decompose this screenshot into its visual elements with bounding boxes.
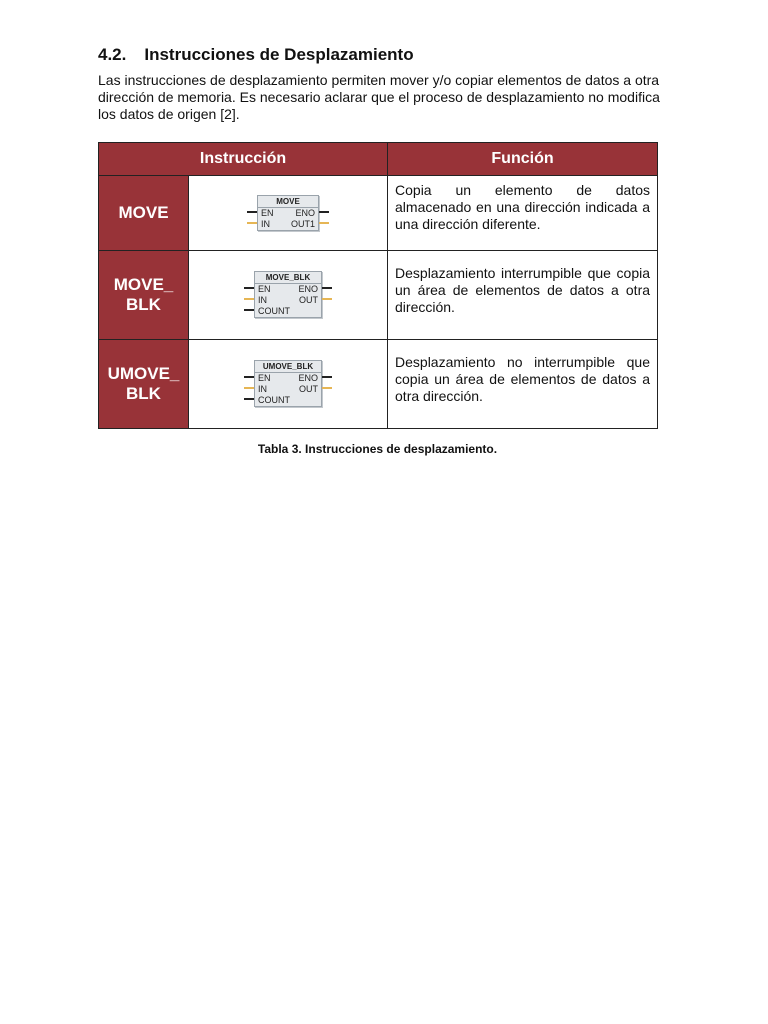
pin-label: EN — [261, 207, 274, 218]
pin-out-wire — [322, 298, 332, 300]
pin-label: ENO — [298, 373, 318, 383]
pin-in-wire — [244, 298, 254, 300]
header-function: Función — [388, 143, 658, 176]
pin-in-wire — [247, 222, 257, 224]
pin-label: OUT1 — [290, 218, 315, 229]
table-header-row — [99, 143, 658, 176]
section-heading — [98, 44, 414, 66]
instruction-function: Desplazamiento no interrumpible que copia un área de elementos de datos a otra dirección. — [388, 340, 658, 429]
pin-label: COUNT — [258, 306, 290, 316]
pin-eno-wire — [322, 376, 332, 378]
table-row — [99, 340, 658, 429]
pin-count-wire — [244, 398, 254, 400]
instruction-block-cell — [189, 251, 388, 340]
pin-label: EN — [258, 373, 271, 383]
move-block-diagram — [257, 195, 319, 231]
pin-count-wire — [244, 309, 254, 311]
instruction-function: Copia un elemento de datos almacenado en una dirección indicada a una dirección diferente. — [388, 176, 658, 251]
table-caption: Tabla 3. Instrucciones de desplazamiento. — [257, 442, 498, 456]
pin-label: ENO — [295, 207, 315, 218]
instruction-name: UMOVE_ BLK — [99, 340, 189, 429]
pin-label: EN — [258, 284, 271, 294]
pin-in-wire — [244, 387, 254, 389]
section-number: 4.2. — [98, 45, 127, 64]
instruction-function: Desplazamiento interrumpible que copia un área de elementos de datos a otra dirección. — [388, 251, 658, 340]
pin-out-wire — [322, 387, 332, 389]
pin-en-wire — [244, 287, 254, 289]
instruction-block-cell — [189, 176, 388, 251]
section-title: Instrucciones de Desplazamiento — [144, 45, 414, 64]
pin-en-wire — [247, 211, 257, 213]
move-blk-block-diagram — [254, 271, 322, 318]
pin-en-wire — [244, 376, 254, 378]
table-row — [99, 176, 658, 251]
header-instruction: Instrucción — [99, 143, 388, 176]
pin-label: IN — [258, 295, 267, 305]
pin-label: ENO — [298, 284, 318, 294]
instructions-table — [98, 142, 658, 429]
instruction-name: MOVE — [99, 176, 189, 251]
pin-label: COUNT — [258, 395, 290, 405]
block-title: UMOVE_BLK — [255, 361, 321, 373]
pin-label: IN — [258, 384, 267, 394]
instruction-name: MOVE_ BLK — [99, 251, 189, 340]
intro-paragraph: Las instrucciones de desplazamiento permiten mover y/o copiar elementos de datos a otra dirección de memoria. Es necesario aclarar que el proceso de desplazamiento no modifica los datos de origen [2]. — [98, 72, 660, 122]
block-title: MOVE — [258, 196, 318, 208]
pin-label: OUT — [299, 295, 318, 305]
table-row — [99, 251, 658, 340]
pin-label: IN — [261, 218, 270, 229]
instruction-block-cell — [189, 340, 388, 429]
block-title: MOVE_BLK — [255, 272, 321, 284]
pin-eno-wire — [322, 287, 332, 289]
pin-label: OUT — [299, 384, 318, 394]
umove-blk-block-diagram — [254, 360, 322, 407]
pin-out-wire — [319, 222, 329, 224]
pin-eno-wire — [319, 211, 329, 213]
